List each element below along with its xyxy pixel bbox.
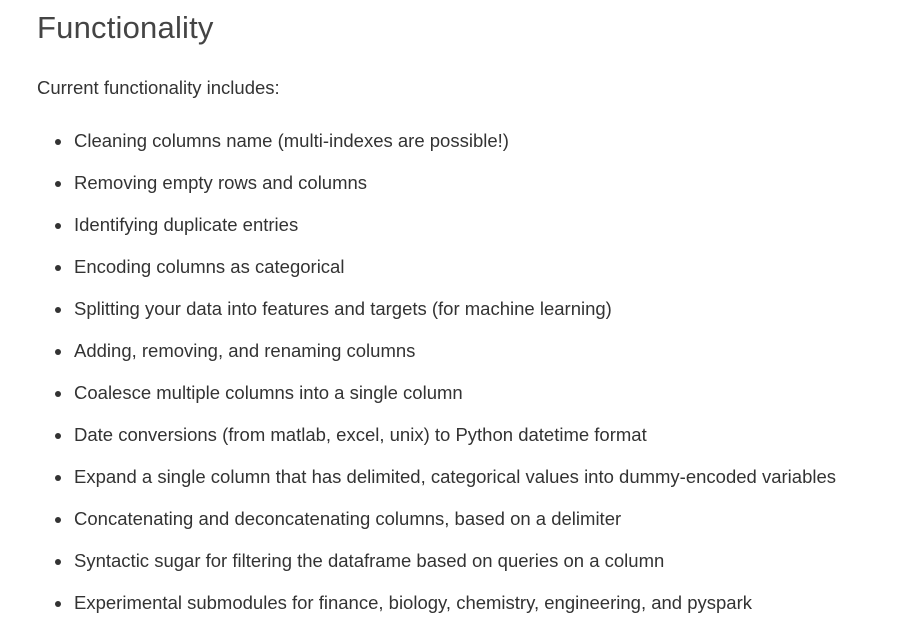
bullet-icon (55, 181, 61, 187)
section-title: Functionality (37, 10, 214, 45)
list-item (0, 293, 907, 335)
bullet-icon (55, 601, 61, 607)
bullet-icon (55, 223, 61, 229)
bullet-icon (55, 265, 61, 271)
list-item-text: Concatenating and deconcatenating columns, based on a delimiter (74, 508, 622, 529)
bullet-icon (55, 391, 61, 397)
list-item (0, 125, 907, 167)
list-item-text: Date conversions (from matlab, excel, unix) to Python datetime format (74, 424, 647, 445)
list-item-text: Removing empty rows and columns (74, 172, 368, 193)
bullet-icon (55, 349, 61, 355)
bullet-icon (55, 433, 61, 439)
list-item (0, 461, 907, 503)
list-item (0, 419, 907, 461)
list-item-text: Experimental submodules for finance, biology, chemistry, engineering, and pyspark (74, 592, 753, 613)
list-item (0, 167, 907, 209)
list-item-text: Splitting your data into features and targets (for machine learning) (74, 298, 612, 319)
bullet-icon (55, 307, 61, 313)
list-item (0, 209, 907, 251)
list-item (0, 503, 907, 545)
list-item-text: Encoding columns as categorical (74, 256, 345, 277)
bullet-icon (55, 475, 61, 481)
list-item (0, 587, 907, 629)
list-item-text: Identifying duplicate entries (74, 214, 299, 235)
list-item (0, 545, 907, 587)
intro-text: Current functionality includes: (37, 77, 280, 98)
bullet-icon (55, 517, 61, 523)
bullet-icon (55, 559, 61, 565)
list-item-text: Expand a single column that has delimited, categorical values into dummy-encoded variables (74, 466, 837, 487)
list-item (0, 251, 907, 293)
list-item (0, 377, 907, 419)
feature-list (0, 125, 907, 629)
list-item-text: Syntactic sugar for filtering the dataframe based on queries on a column (74, 550, 665, 571)
bullet-icon (55, 139, 61, 145)
list-item-text: Cleaning columns name (multi-indexes are possible!) (74, 130, 509, 151)
list-item (0, 335, 907, 377)
list-item-text: Adding, removing, and renaming columns (74, 340, 416, 361)
list-item-text: Coalesce multiple columns into a single column (74, 382, 463, 403)
